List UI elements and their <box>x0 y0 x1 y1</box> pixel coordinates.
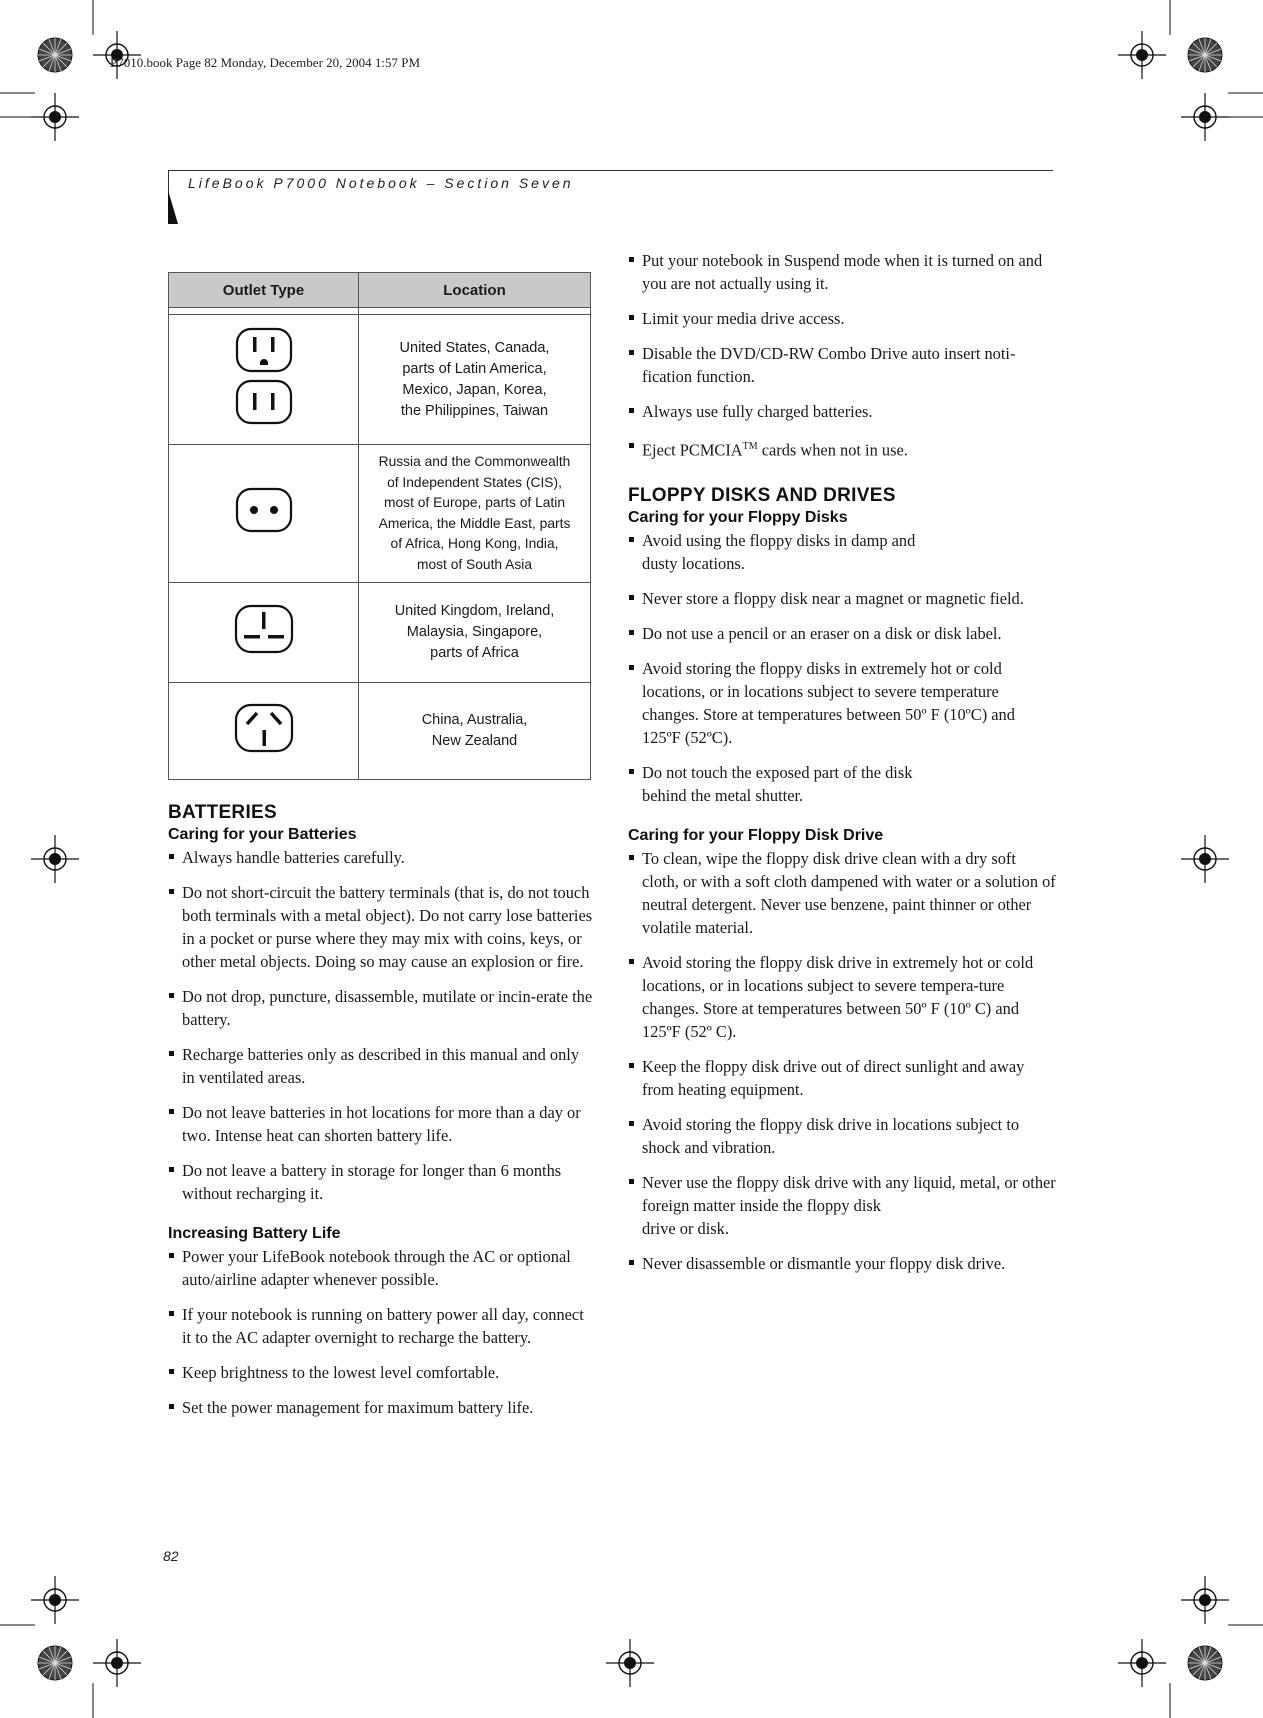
table-row <box>169 583 591 683</box>
list-item: Avoid storing the floppy disk drive in locations subject to shock and vibration. <box>628 1113 1056 1159</box>
header-rule <box>168 170 1053 171</box>
australia-angled-pin-plug-icon <box>169 683 359 780</box>
list-item: To clean, wipe the floppy disk drive clean with a dry soft cloth, or with a soft cloth dampened with water or a solution of neutral detergent. Never use benzene, paint thinner or other volatile material. <box>628 847 1056 939</box>
list-item: Never store a floppy disk near a magnet or magnetic field. <box>628 587 1056 610</box>
list-item: Do not short-circuit the battery terminals (that is, do not touch both terminals with a metal object). Do not carry lose batteries in a pocket or purse where they may mix with coins, keys, or other metal objects. Doing so may cause an explosion or fire. <box>168 881 593 973</box>
pcmcia-text-after: cards when not in use. <box>757 440 908 460</box>
increasing-battery-life-list <box>168 1245 593 1419</box>
pcmcia-text: Eject PCMCIA <box>642 440 743 460</box>
list-item: Always use fully charged batteries. <box>628 400 1056 423</box>
caring-for-floppy-disks-heading: Caring for your Floppy Disks <box>628 509 848 527</box>
caring-for-floppy-drive-heading: Caring for your Floppy Disk Drive <box>628 827 884 845</box>
list-item: Do not touch the exposed part of the disk behind the metal shutter. <box>628 761 1056 807</box>
trademark-superscript: TM <box>742 441 758 452</box>
europe-two-round-pin-plug-icon <box>169 445 359 583</box>
print-slug: P7010.book Page 82 Monday, December 20, 2004 1:57 PM <box>110 55 421 70</box>
batteries-heading: BATTERIES <box>168 802 277 823</box>
table-row <box>169 683 591 780</box>
list-item: Do not leave a battery in storage for longer than 6 months without recharging it. <box>168 1159 593 1205</box>
location-cell: China, Australia, New Zealand <box>359 683 591 780</box>
list-item: If your notebook is running on battery power all day, connect it to the AC adapter overnight to recharge the battery. <box>168 1303 593 1349</box>
caring-for-batteries-heading: Caring for your Batteries <box>168 826 357 843</box>
list-item: Never use the floppy disk drive with any liquid, metal, or other foreign matter inside the floppy disk drive or disk. <box>628 1171 1056 1240</box>
batteries-section <box>168 802 593 1431</box>
list-item: Always handle batteries carefully. <box>168 846 593 869</box>
list-item: Limit your media drive access. <box>628 307 1056 330</box>
location-cell: Russia and the Commonwealth of Independent States (CIS), most of Europe, parts of Latin America, the Middle East, parts of Africa, Hong Kong, India, most of South Asia <box>359 445 591 583</box>
caring-for-batteries-list <box>168 846 593 1205</box>
list-item: Never disassemble or dismantle your floppy disk drive. <box>628 1252 1056 1275</box>
list-item: Set the power management for maximum battery life. <box>168 1396 593 1419</box>
location-cell: United Kingdom, Ireland, Malaysia, Singapore, parts of Africa <box>359 583 591 683</box>
list-item: Do not use a pencil or an eraser on a disk or disk label. <box>628 622 1056 645</box>
list-item: Power your LifeBook notebook through the AC or optional auto/airline adapter whenever possible. <box>168 1245 593 1291</box>
outlet-type-table <box>168 272 591 780</box>
list-item: Recharge batteries only as described in this manual and only in ventilated areas. <box>168 1043 593 1089</box>
battery-life-continued-list <box>628 249 1056 461</box>
list-item-pcmcia <box>628 435 1056 461</box>
increasing-battery-life-heading: Increasing Battery Life <box>168 1225 341 1242</box>
table-row <box>169 315 591 445</box>
list-item: Disable the DVD/CD-RW Combo Drive auto insert noti-fication function. <box>628 342 1056 388</box>
uk-three-pin-plug-icon <box>169 583 359 683</box>
list-item: Avoid storing the floppy disk drive in extremely hot or cold locations, or in locations subject to severe tempera-ture changes. Store at temperatures between 50º F (10º C) and 125ºF (52º C). <box>628 951 1056 1043</box>
column-header-location: Location <box>359 273 591 308</box>
table-row <box>169 445 591 583</box>
us-grounded-and-two-prong-plug-icon <box>169 315 359 445</box>
list-item: Keep brightness to the lowest level comfortable. <box>168 1361 593 1384</box>
running-head: LifeBook P7000 Notebook – Section Seven <box>188 175 574 191</box>
list-item: Do not drop, puncture, disassemble, mutilate or incin-erate the battery. <box>168 985 593 1031</box>
location-cell: United States, Canada, parts of Latin America, Mexico, Japan, Korea, the Philippines, Taiwan <box>359 315 591 445</box>
list-item: Avoid using the floppy disks in damp and dusty locations. <box>628 529 1056 575</box>
floppy-heading: FLOPPY DISKS AND DRIVES <box>628 485 896 507</box>
caring-for-floppy-drive-list <box>628 847 1056 1275</box>
right-column <box>628 249 1056 1287</box>
list-item: Do not leave batteries in hot locations for more than a day or two. Intense heat can shorten battery life. <box>168 1101 593 1147</box>
header-tab-marker <box>168 190 178 224</box>
caring-for-floppy-disks-list <box>628 529 1056 807</box>
list-item: Avoid storing the floppy disks in extremely hot or cold locations, or in locations subject to severe temperature changes. Store at temperatures between 50º F (10ºC) and 125ºF (52ºC). <box>628 657 1056 749</box>
list-item: Put your notebook in Suspend mode when it is turned on and you are not actually using it. <box>628 249 1056 295</box>
table-header-row <box>169 273 591 308</box>
page-number: 82 <box>163 1548 179 1564</box>
column-header-outlet-type: Outlet Type <box>169 273 359 308</box>
list-item: Keep the floppy disk drive out of direct sunlight and away from heating equipment. <box>628 1055 1056 1101</box>
